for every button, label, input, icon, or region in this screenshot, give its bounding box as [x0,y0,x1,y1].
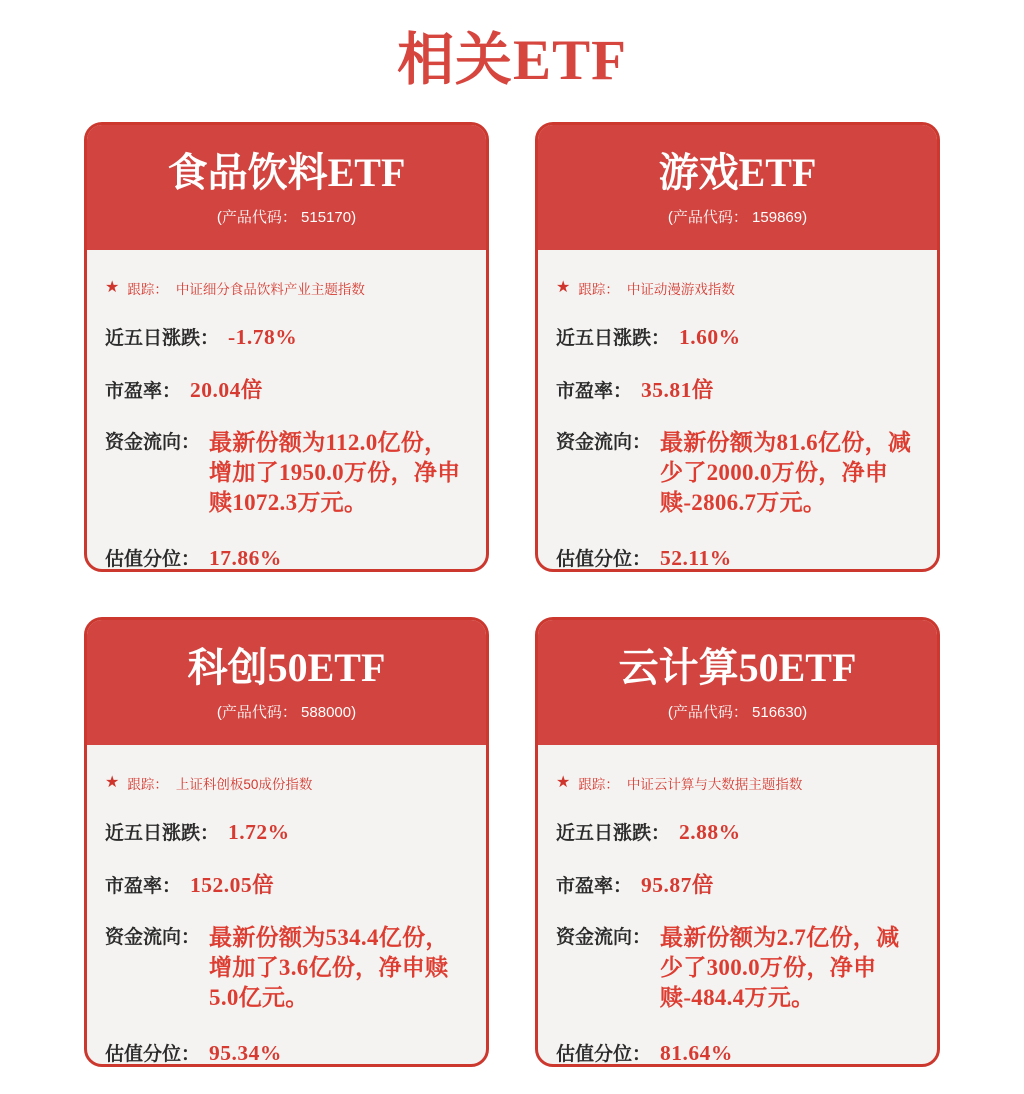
track-row [556,278,919,298]
track-index: 中证动漫游戏指数 [626,282,735,297]
etf-name: 科创50ETF [187,645,386,690]
five-day-change-label: 近五日涨跌： [556,823,671,844]
star-icon: ★ [556,279,571,296]
five-day-change-row [105,819,468,846]
valuation-value: 81.64% [660,1040,733,1065]
card-body [87,745,486,1067]
track-index: 中证细分食品饮料产业主题指数 [175,282,365,297]
track-row [105,278,468,298]
etf-card-food-beverage [84,122,489,572]
etf-cards-grid [84,122,940,1067]
track-label: 跟踪： [578,777,619,792]
pe-ratio-label: 市盈率： [556,380,633,402]
fund-flow-value: 最新份额为81.6亿份，减少了2000.0万份，净申赎-2806.7万元。 [660,429,912,516]
track-row [105,773,468,793]
track-row [556,773,919,793]
card-header [87,620,486,745]
five-day-change-label: 近五日涨跌： [105,823,220,844]
pe-ratio-value: 35.81倍 [641,377,714,402]
fund-flow-label: 资金流向： [105,431,201,453]
valuation-label: 估值分位： [105,548,201,570]
five-day-change-label: 近五日涨跌： [105,328,220,349]
etf-product-code: (产品代码： 516630) [667,704,808,721]
valuation-value: 52.11% [660,545,732,570]
card-body [538,745,937,1067]
pe-ratio-label: 市盈率： [105,380,182,402]
pe-ratio-row [556,377,919,404]
fund-flow-row [556,428,919,519]
pe-ratio-value: 152.05倍 [190,872,275,897]
valuation-value: 95.34% [209,1040,282,1065]
etf-name: 食品饮料ETF [167,150,406,195]
five-day-change-label: 近五日涨跌： [556,328,671,349]
five-day-change-row [556,324,919,351]
etf-card-star50 [84,617,489,1067]
five-day-change-value: 1.72% [228,820,290,844]
track-index: 上证科创板50成份指数 [175,777,313,792]
pe-ratio-label: 市盈率： [556,875,633,897]
etf-card-game [535,122,940,572]
star-icon: ★ [105,279,120,296]
etf-name: 游戏ETF [658,150,817,195]
etf-product-code: (产品代码： 515170) [216,209,357,226]
pe-ratio-value: 20.04倍 [190,377,263,402]
fund-flow-row [105,923,468,1014]
fund-flow-value: 最新份额为112.0亿份，增加了1950.0万份，净申赎1072.3万元。 [209,429,461,516]
pe-ratio-value: 95.87倍 [641,872,714,897]
pe-ratio-row [105,377,468,404]
etf-product-code: (产品代码： 159869) [667,209,808,226]
valuation-row [556,545,919,572]
track-index: 中证云计算与大数据主题指数 [626,777,803,792]
fund-flow-value: 最新份额为2.7亿份，减少了300.0万份，净申赎-484.4万元。 [660,924,900,1011]
pe-ratio-row [105,872,468,899]
valuation-label: 估值分位： [556,548,652,570]
valuation-label: 估值分位： [105,1043,201,1065]
card-header [538,620,937,745]
star-icon: ★ [105,774,120,791]
valuation-row [105,545,468,572]
card-body [538,250,937,572]
five-day-change-value: 2.88% [679,820,741,844]
track-label: 跟踪： [127,282,168,297]
valuation-row [105,1040,468,1067]
fund-flow-label: 资金流向： [105,926,201,948]
five-day-change-row [105,324,468,351]
etf-product-code: (产品代码： 588000) [216,704,357,721]
track-label: 跟踪： [127,777,168,792]
five-day-change-value: 1.60% [679,325,741,349]
etf-card-cloud50 [535,617,940,1067]
five-day-change-row [556,819,919,846]
card-header [87,125,486,250]
fund-flow-label: 资金流向： [556,926,652,948]
fund-flow-value: 最新份额为534.4亿份，增加了3.6亿份，净申赎5.0亿元。 [209,924,449,1011]
track-label: 跟踪： [578,282,619,297]
pe-ratio-label: 市盈率： [105,875,182,897]
card-body [87,250,486,572]
fund-flow-row [556,923,919,1014]
page-title: 相关ETF [397,29,627,92]
five-day-change-value: -1.78% [228,325,298,349]
fund-flow-label: 资金流向： [556,431,652,453]
etf-name: 云计算50ETF [618,645,857,690]
valuation-row [556,1040,919,1067]
card-header [538,125,937,250]
pe-ratio-row [556,872,919,899]
valuation-label: 估值分位： [556,1043,652,1065]
fund-flow-row [105,428,468,519]
star-icon: ★ [556,774,571,791]
valuation-value: 17.86% [209,545,282,570]
